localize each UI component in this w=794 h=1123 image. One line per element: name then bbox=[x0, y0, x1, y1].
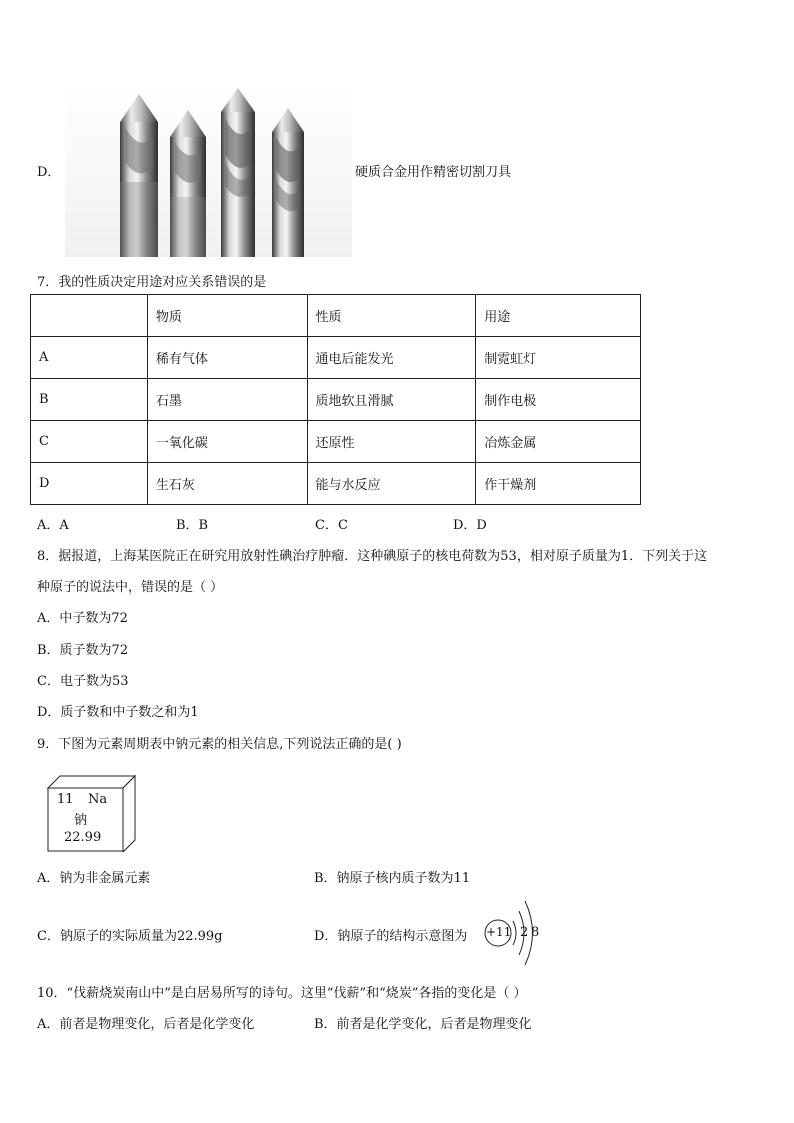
table-header-cell: 用途 bbox=[476, 295, 641, 337]
table-cell: A bbox=[31, 337, 148, 379]
table-row bbox=[31, 421, 641, 463]
q7-option-c: C．C bbox=[315, 518, 348, 533]
table-cell: D bbox=[31, 463, 148, 505]
table-row bbox=[31, 379, 641, 421]
element-symbol: Na bbox=[88, 792, 108, 807]
table-cell: 制作电极 bbox=[476, 379, 641, 421]
drill-bit-2 bbox=[170, 110, 206, 257]
drill-bits-image bbox=[65, 82, 352, 257]
table-cell: 一氧化碳 bbox=[147, 421, 307, 463]
q9-option-d: D．钠原子的结构示意图为 bbox=[314, 929, 468, 944]
table-cell: 能与水反应 bbox=[307, 463, 476, 505]
q8-option-d: D．质子数和中子数之和为1 bbox=[37, 705, 199, 720]
table-cell: 质地软且滑腻 bbox=[307, 379, 476, 421]
table-header-cell: 性质 bbox=[307, 295, 476, 337]
table-cell: C bbox=[31, 421, 148, 463]
table-cell: 制霓虹灯 bbox=[476, 337, 641, 379]
table-row bbox=[31, 463, 641, 505]
q9-option-c: C．钠原子的实际质量为22.99g bbox=[37, 929, 223, 944]
table-cell: 还原性 bbox=[307, 421, 476, 463]
drill-bit-1 bbox=[120, 94, 158, 257]
atom-shell2-label: 8 bbox=[531, 925, 540, 940]
q10-option-b: B．前者是化学变化，后者是物理变化 bbox=[314, 1017, 532, 1032]
q9-option-a: A．钠为非金属元素 bbox=[37, 871, 151, 886]
drill-bit-3 bbox=[221, 88, 255, 257]
element-card-sodium bbox=[40, 768, 136, 852]
atom-shell1-label: 2 bbox=[520, 925, 529, 940]
table-cell: 通电后能发光 bbox=[307, 337, 476, 379]
table-header-cell bbox=[31, 295, 148, 337]
q9-stem: 9．下图为元素周期表中钠元素的相关信息,下列说法正确的是( ) bbox=[37, 737, 402, 752]
table-header-cell: 物质 bbox=[147, 295, 307, 337]
table-cell: B bbox=[31, 379, 148, 421]
atom-nucleus-label: +11 bbox=[486, 925, 512, 939]
q10-stem: 10．“伐薪烧炭南山中”是白居易所写的诗句。这里“伐薪”和“烧炭”各指的变化是（ ） bbox=[37, 986, 527, 1001]
table-cell: 稀有气体 bbox=[147, 337, 307, 379]
drill-bit-4 bbox=[272, 108, 304, 257]
table-cell: 冶炼金属 bbox=[476, 421, 641, 463]
element-name: 钠 bbox=[74, 813, 88, 828]
q7-option-d: D．D bbox=[453, 518, 487, 533]
q7-table bbox=[30, 294, 641, 505]
table-cell: 生石灰 bbox=[147, 463, 307, 505]
element-number: 11 bbox=[57, 792, 74, 807]
q8-option-a: A．中子数为72 bbox=[37, 611, 128, 626]
q8-option-c: C．电子数为53 bbox=[37, 674, 129, 689]
q8-stem-line2: 种原子的说法中，错误的是（ ） bbox=[37, 580, 224, 595]
q9-option-b: B．钠原子核内质子数为11 bbox=[314, 871, 471, 886]
q7-option-b: B．B bbox=[176, 518, 209, 533]
table-cell: 作干燥剂 bbox=[476, 463, 641, 505]
q6-option-d-letter: D． bbox=[37, 165, 61, 180]
element-mass: 22.99 bbox=[64, 830, 102, 845]
atom-structure-diagram bbox=[482, 896, 546, 968]
table-row bbox=[31, 337, 641, 379]
q6-option-d-text: 硬质合金用作精密切割刀具 bbox=[355, 165, 512, 180]
table-header-row bbox=[31, 295, 641, 337]
table-cell: 石墨 bbox=[147, 379, 307, 421]
q7-stem: 7．我的性质决定用途对应关系错误的是 bbox=[37, 275, 267, 290]
q8-stem-line1: 8．据报道，上海某医院正在研究用放射性碘治疗肿瘤．这种碘原子的核电荷数为53，相对原子质量为1．下列关于这 bbox=[37, 549, 708, 564]
q7-option-a: A．A bbox=[37, 518, 69, 533]
q10-option-a: A．前者是物理变化，后者是化学变化 bbox=[37, 1017, 255, 1032]
q8-option-b: B．质子数为72 bbox=[37, 643, 129, 658]
